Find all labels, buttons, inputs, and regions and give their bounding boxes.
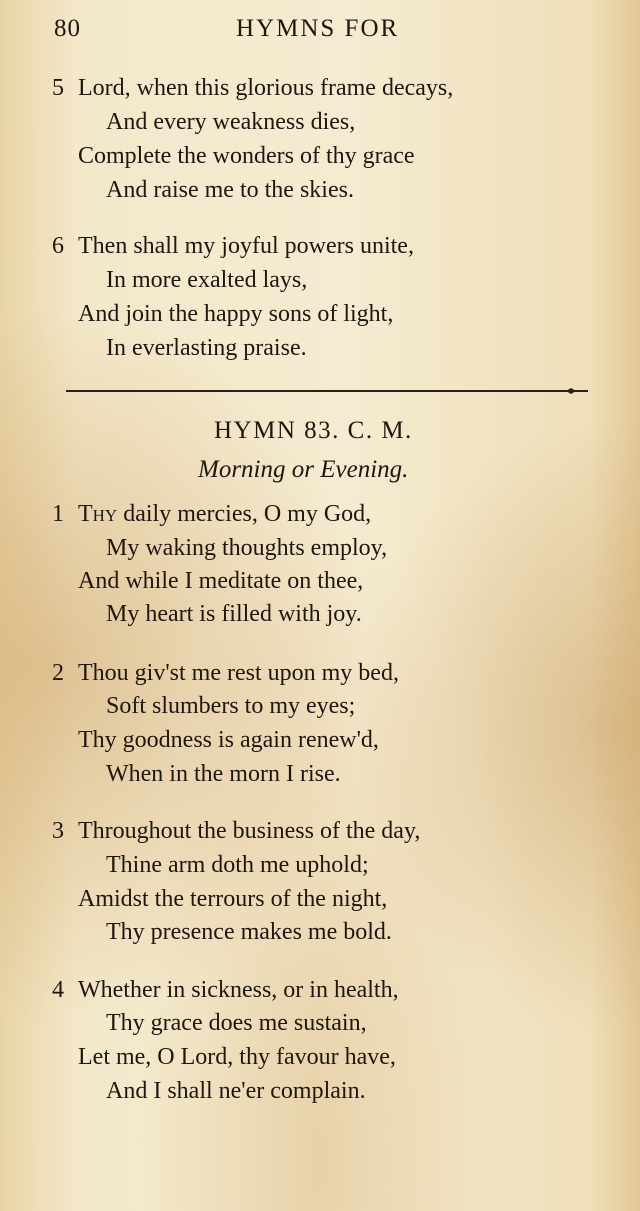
stanza-line: And while I meditate on thee, (78, 568, 364, 594)
stanza-line (78, 500, 371, 528)
stanza-line: And I shall ne'er complain. (106, 1078, 366, 1104)
stanza-line: When in the morn I rise. (106, 761, 341, 787)
stanza-number: 3 (52, 818, 64, 844)
stanza-line: Thy goodness is again renew'd, (78, 727, 379, 753)
stanza-line: Thine arm doth me uphold; (106, 852, 369, 878)
ornament-icon (566, 386, 576, 396)
stanza-line: My waking thoughts employ, (106, 535, 388, 561)
page-number: 80 (54, 15, 81, 42)
stanza-first-word: Thy (78, 501, 118, 527)
hymn-subtitle: Morning or Evening. (198, 456, 409, 483)
stanza-line: Then shall my joyful powers unite, (78, 233, 414, 259)
stanza-line: Soft slumbers to my eyes; (106, 693, 356, 719)
section-divider-rule (66, 390, 588, 392)
stanza-line: And join the happy sons of light, (78, 301, 394, 327)
hymn-title: HYMN 83. C. M. (214, 417, 413, 444)
stanza-number: 2 (52, 660, 64, 686)
stanza-line: Thy presence makes me bold. (106, 919, 392, 945)
stanza-line: Complete the wonders of thy grace (78, 143, 415, 169)
stanza-line: Throughout the business of the day, (78, 818, 421, 844)
stanza-number: 5 (52, 75, 64, 101)
stanza-line: Thou giv'st me rest upon my bed, (78, 660, 399, 686)
stanza-line: Whether in sickness, or in health, (78, 977, 399, 1003)
stanza-line: Thy grace does me sustain, (106, 1010, 367, 1036)
stanza-line: In everlasting praise. (106, 335, 307, 361)
stanza-number: 4 (52, 977, 64, 1003)
running-title: HYMNS FOR (236, 15, 400, 42)
stanza-line: My heart is filled with joy. (106, 601, 362, 627)
stanza-line: And every weakness dies, (106, 109, 356, 135)
stanza-line: Let me, O Lord, thy favour have, (78, 1044, 396, 1070)
stanza-line: And raise me to the skies. (106, 177, 354, 203)
stanza-line: Amidst the terrours of the night, (78, 886, 388, 912)
stanza-line-rest: daily mercies, O my God, (117, 501, 372, 527)
stanza-line: In more exalted lays, (106, 267, 308, 293)
stanza-number: 6 (52, 233, 64, 259)
stanza-number: 1 (52, 501, 64, 527)
stanza-line: Lord, when this glorious frame decays, (78, 75, 454, 101)
